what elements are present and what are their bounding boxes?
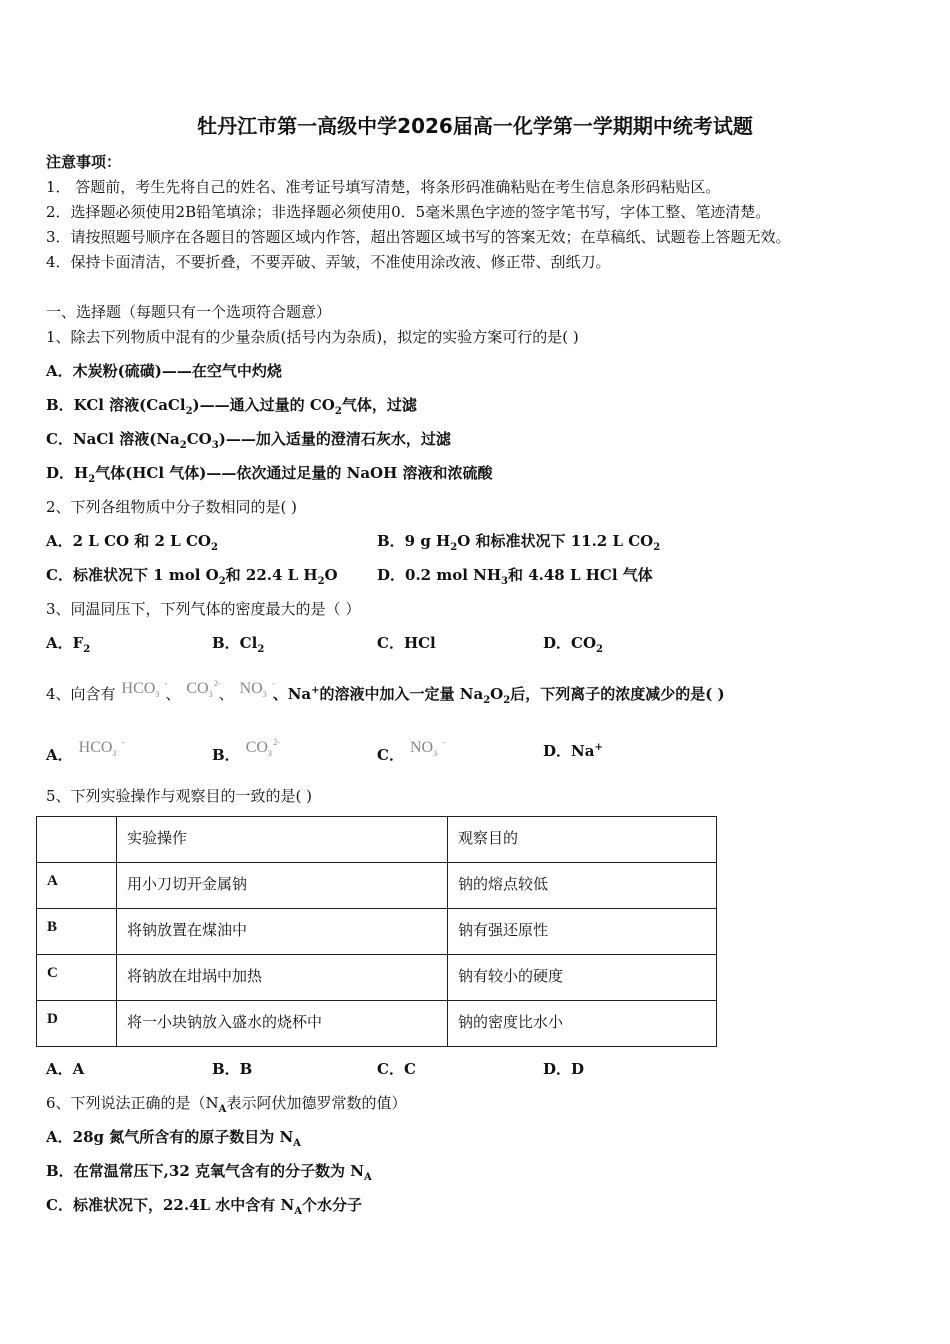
table-header-row: 实验操作 观察目的 (37, 817, 717, 863)
q5-option-b: B．B (212, 1060, 253, 1078)
q2-option-c: C．标准状况下 1 mol $O_2$和 22.4 L $H_2O$ (46, 566, 338, 587)
q5-option-d: D．D (543, 1060, 585, 1078)
q5-stem: 5、下列实验操作与观察目的一致的是( ) (46, 787, 313, 805)
q4-stem: 4、向含有 $HCO_3$ - 、 $CO_3$ 2- 、 $NO_3$ - 、Na+的溶液中加入一定量 $Na_2O_2$后，下列离子的浓度减少的是( ) (46, 679, 725, 706)
q4-option-a: A． $HCO_3$ - (46, 738, 125, 764)
q4-option-c: C． $NO_3$ - (377, 738, 446, 764)
table-row: C 将钠放在坩埚中加热 钠有较小的硬度 (37, 955, 717, 1001)
q1-option-c: C．NaCl 溶液$(Na_2CO_3)——$加入适量的澄清石灰水，过滤 (46, 430, 451, 451)
notice-item-4: 4．保持卡面清洁，不要折叠，不要弄破、弄皱，不准使用涂改液、修正带、刮纸刀。 (46, 253, 611, 271)
q3-option-b: B．$Cl_2$ (212, 634, 265, 655)
notice-item-2: 2．选择题必须使用2B铅笔填涂；非选择题必须使用0．5毫米黑色字迹的签字笔书写，字体工整、笔迹清楚。 (46, 203, 771, 221)
q6-option-a: A．28g 氮气所含有的原子数目为 $N_A$ (46, 1128, 301, 1149)
q3-option-d: D．$CO_2$ (543, 634, 603, 655)
q2-option-a: A．2 L CO 和 2 L $CO_2$ (46, 532, 218, 553)
q6-stem: 6、下列说法正确的是（$N_A$表示阿伏加德罗常数的值） (46, 1094, 407, 1115)
notice-heading: 注意事项： (46, 153, 122, 171)
q1-option-b: B．KCl 溶液(CaCl$_2$)——通入过量的 $CO_2$气体，过滤 (46, 396, 417, 417)
nitrate-formula: $NO_3$ - (239, 679, 275, 699)
notice-item-3: 3．请按照题号顺序在各题目的答题区域内作答，超出答题区域书写的答案无效；在草稿纸、试题卷上答题无效。 (46, 228, 791, 246)
q4-option-d: D．Na+ (543, 742, 603, 760)
q2-option-d: D．0.2 mol $NH_3$和 4.48 L HCl 气体 (377, 566, 653, 587)
page-title: 牡丹江市第一高级中学2026届高一化学第一学期期中统考试题 (197, 114, 753, 138)
q5-table (36, 816, 717, 1047)
q3-option-a: A．$F_2$ (46, 634, 91, 655)
q1-option-d: D．$H_2$气体(HCl 气体)——依次通过足量的 NaOH 溶液和浓硫酸 (46, 464, 493, 485)
bicarbonate-formula: $HCO_3$ - (121, 679, 168, 699)
q1-stem: 1、除去下列物质中混有的少量杂质(括号内为杂质)，拟定的实验方案可行的是( ) (46, 328, 579, 346)
section-heading: 一、选择题（每题只有一个选项符合题意） (46, 303, 332, 321)
q5-option-c: C．C (377, 1060, 416, 1078)
q5-option-a: A．A (46, 1060, 85, 1078)
q2-stem: 2、下列各组物质中分子数相同的是( ) (46, 498, 298, 516)
q6-option-b: B．在常温常压下,32 克氧气含有的分子数为 $N_A$ (46, 1162, 372, 1183)
carbonate-formula: $CO_3$ 2- (186, 679, 221, 699)
q6-option-c: C．标准状况下，22.4L 水中含有 $N_A$个水分子 (46, 1196, 362, 1217)
q1-option-a: A．木炭粉(硫磺)——在空气中灼烧 (46, 362, 282, 380)
q3-option-c: C．HCl (377, 634, 436, 652)
notice-item-1: 1． 答题前，考生先将自己的姓名、准考证号填写清楚，将条形码准确粘贴在考生信息条形码粘贴区。 (46, 178, 721, 196)
q4-option-b: B． $CO_3$ 2- (212, 738, 280, 764)
table-row: A 用小刀切开金属钠 钠的熔点较低 (37, 863, 717, 909)
q3-stem: 3、同温同压下，下列气体的密度最大的是（ ） (46, 600, 361, 618)
table-row: D 将一小块钠放入盛水的烧杯中 钠的密度比水小 (37, 1001, 717, 1047)
q2-option-b: B．9 g $H_2O$ 和标准状况下 11.2 L $CO_2$ (377, 532, 661, 553)
table-row: B 将钠放置在煤油中 钠有强还原性 (37, 909, 717, 955)
